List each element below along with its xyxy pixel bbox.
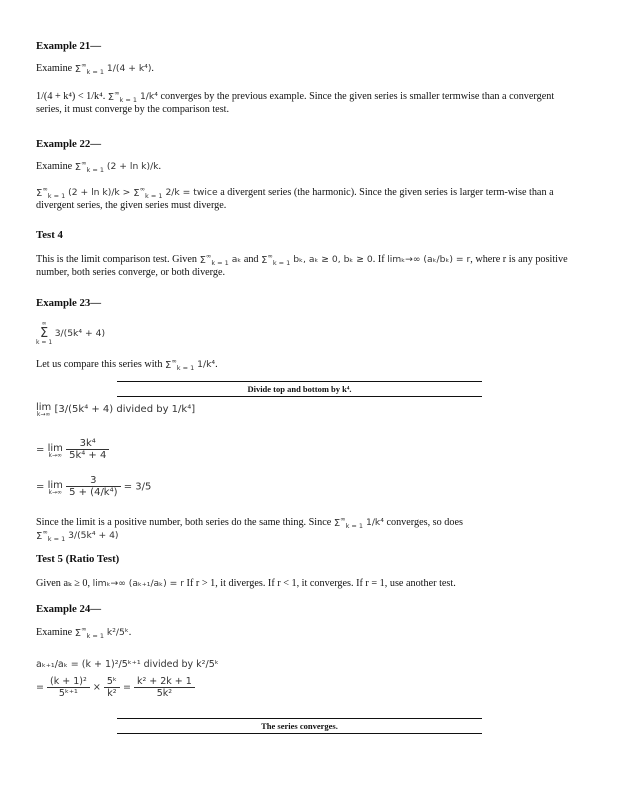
test-4-text: This is the limit comparison test. Given $\Sigma^\infty_{k = 1}$ aₖ and $\Sigma^\infty_{k = 1}$ bₖ, aₖ ≥ 0, bₖ ≥ 0. If limₖ→∞ (aₖ/bₖ) = r, where r is any positive number, both series converge, or both diverge.: [36, 251, 568, 278]
example-24-statement: Examine $\Sigma^\infty_{k = 1}$ k²/5ᵏ.: [36, 624, 132, 640]
test-5-heading: Test 5 (Ratio Test): [36, 553, 120, 565]
limit-line-2: = lim k→∞ $\frac{\text{3k⁴}}{\text{5k⁴ + 4}}$: [36, 438, 581, 461]
limit-line-1: lim k→∞ [3/(5k⁴ + 4) divided by 1/k⁴]: [36, 402, 196, 418]
example-22-heading: Example 22—: [36, 138, 102, 150]
test-5-text: Given aₖ ≥ 0, limₖ→∞ (aₖ₊₁/aₖ) = r If r > 1, it diverges. If r < 1, it converges. If r = 1, use another test.: [36, 578, 456, 589]
example-23-conclusion: Since the limit is a positive number, both series do the same thing. Since $\Sigma^\infty_{k = 1}$ 1/k⁴ converges, so does $\Sigma^\infty_{k = 1}$ 3/(5k⁴ + 4): [36, 514, 463, 543]
example-22-statement: Examine $\Sigma^\infty_{k = 1}$ (2 + ln k)/k.: [36, 158, 162, 174]
example-21-reasoning: 1/(4 + k⁴) < 1/k⁴. $\Sigma^\infty_{k = 1}$ 1/k⁴ converges by the previous example. Since the given series is smaller termwise than a convergent series, it must converge by the comparison test.: [36, 88, 555, 115]
example-23-compare: Let us compare this series with $\Sigma^\infty_{k = 1}$ 1/k⁴.: [36, 356, 218, 372]
example-23-series: ∞ Σ k = 1 3/(5k⁴ + 4): [36, 320, 106, 346]
example-21-statement: Examine $\Sigma^\infty_{k = 1}$ 1/(4 + k⁴).: [36, 60, 154, 76]
divide-note: Divide top and bottom by k⁴.: [117, 381, 482, 397]
ratio-line-2: = $\frac{\text{(k + 1)²}}{\text{5ᵏ⁺¹}}$ × $\frac{\text{5ᵏ}}{\text{k²}}$ = $\frac{\text{k² + 2k + 1}}{\text{5k²}}$: [36, 676, 581, 699]
example-21-series: 1/(4 + k⁴): [106, 63, 152, 74]
example-22-reasoning: $\Sigma^\infty_{k = 1}$ $(2 + \ln k)/k > \Sigma^\infty_{k = 1}$ 2/k = twice a divergent series (the harmonic). Since the given series is larger term-wise than a divergent series, the given series must diverge.: [36, 184, 554, 211]
test-4-heading: Test 4: [36, 229, 63, 241]
series-converges-note: The series converges.: [117, 718, 482, 734]
example-24-heading: Example 24—: [36, 603, 102, 615]
limit-line-3: = lim k→∞ $\frac{3}{\text{5 + (4/k⁴)}}$ = 3/5: [36, 475, 152, 498]
example-23-heading: Example 23—: [36, 297, 102, 309]
example-21-heading: Example 21—: [36, 40, 102, 52]
ratio-line-1: aₖ₊₁/aₖ = (k + 1)²/5ᵏ⁺¹ divided by k²/5ᵏ: [36, 659, 219, 670]
